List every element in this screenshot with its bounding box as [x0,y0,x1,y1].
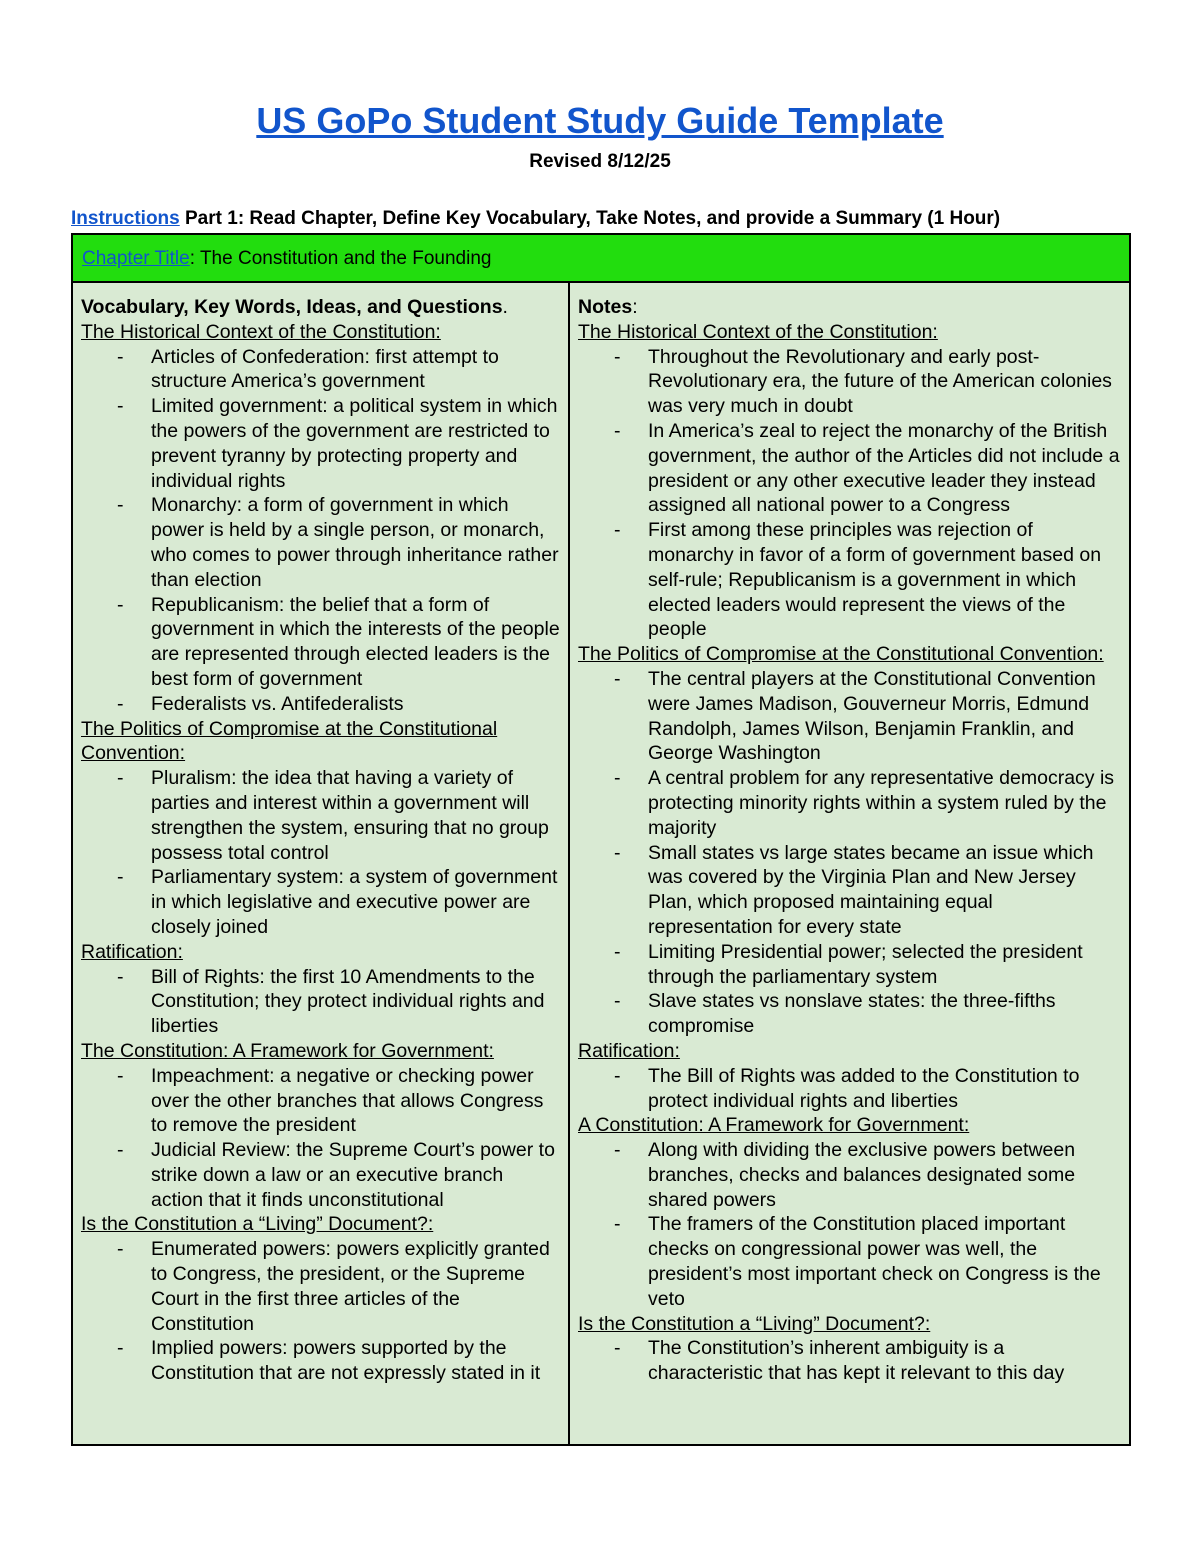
vocabulary-section-heading: Is the Constitution a “Living” Document?: [81,1213,434,1236]
notes-section-heading: A Constitution: A Framework for Government: [578,1114,970,1137]
instructions-text: Part 1: Read Chapter, Define Key Vocabulary, Take Notes, and provide a Summary (1 Hour) [179,208,1001,229]
notes-item-list [578,1336,1121,1386]
notes-section-heading: Ratification: [578,1039,680,1062]
notes-section-heading: The Historical Context of the Constitution: [578,320,938,343]
vocabulary-list-item: - Federalists vs. Antifederalists [81,692,560,717]
notes-list-item: - First among these principles was rejection of monarchy in favor of a form of government based on self-rule; Republicanism is a government in which elected leaders would represent the views of the people [578,518,1121,642]
notes-list-item: - Limiting Presidential power; selected the president through the parliamentary system [578,940,1121,990]
notes-item-list [578,667,1121,1039]
vocabulary-list-item: - Limited government: a political system in which the powers of the government are restricted to prevent tyranny by protecting property and individual rights [81,394,560,493]
vocabulary-header: Vocabulary, Key Words, Ideas, and Questions. [81,296,508,318]
notes-item-list [578,345,1121,643]
notes-list-item: - The framers of the Constitution placed important checks on congressional power was well, the president’s most important check on Congress is the veto [578,1212,1121,1311]
study-guide-table [71,233,1131,1446]
content-columns [73,283,1129,1444]
notes-list-item: - Along with dividing the exclusive powers between branches, checks and balances designated some shared powers [578,1138,1121,1212]
vocabulary-column [73,283,570,1444]
vocabulary-list-item: - Implied powers: powers supported by the Constitution that are not expressly stated in it [81,1336,560,1386]
vocabulary-item-list [81,1064,560,1213]
vocabulary-list-item: - Judicial Review: the Supreme Court’s power to strike down a law or an executive branch action that it finds unconstitutional [81,1138,560,1212]
notes-list-item: - Throughout the Revolutionary and early post-Revolutionary era, the future of the American colonies was very much in doubt [578,345,1121,419]
vocabulary-section-heading: Ratification: [81,940,183,963]
notes-sections [578,320,1121,1386]
instructions-link[interactable]: Instructions [71,208,180,229]
vocabulary-list-item: - Articles of Confederation: first attempt to structure America’s government [81,345,560,395]
vocabulary-list-item: - Bill of Rights: the first 10 Amendments to the Constitution; they protect individual rights and liberties [81,965,560,1039]
notes-item-list [578,1064,1121,1114]
vocabulary-sections [81,320,560,1386]
notes-header-label: Notes [578,296,633,318]
vocabulary-list-item: - Pluralism: the idea that having a variety of parties and interest within a government will strengthen the system, ensuring that no group possess total control [81,766,560,865]
notes-list-item: - Slave states vs nonslave states: the three-fifths compromise [578,989,1121,1039]
instructions-line [71,206,1141,232]
chapter-title-value: : The Constitution and the Founding [189,248,492,269]
vocabulary-list-item: - Parliamentary system: a system of government in which legislative and executive power are closely joined [81,865,560,939]
chapter-title-link[interactable]: Chapter Title [82,248,190,269]
vocabulary-section-heading: The Constitution: A Framework for Government: [81,1039,494,1062]
revised-date: Revised 8/12/25 [529,151,671,172]
vocabulary-item-list [81,766,560,940]
vocabulary-list-item: - Monarchy: a form of government in which power is held by a single person, or monarch, who comes to power through inheritance rather than election [81,493,560,592]
vocabulary-list-item: - Enumerated powers: powers explicitly granted to Congress, the president, or the Supreme Court in the first three articles of the Constitution [81,1237,560,1336]
document-title: US GoPo Student Study Guide Template [256,100,944,141]
notes-list-item: - In America’s zeal to reject the monarchy of the British government, the author of the Articles did not include a president or any other executive leader they instead assigned all national power to a Congress [578,419,1121,518]
vocabulary-section-heading: The Politics of Compromise at the Constitutional Convention: [81,717,498,765]
notes-column [570,283,1129,1444]
vocabulary-section-heading: The Historical Context of the Constitution: [81,320,441,343]
notes-section-heading: The Politics of Compromise at the Constitutional Convention: [578,643,1104,666]
vocabulary-header-label: Vocabulary, Key Words, Ideas, and Questions [81,296,503,318]
vocabulary-item-list [81,1237,560,1386]
notes-section-heading: Is the Constitution a “Living” Document?: [578,1312,931,1335]
chapter-title-row [73,235,1129,283]
vocabulary-list-item: - Impeachment: a negative or checking power over the other branches that allows Congress to remove the president [81,1064,560,1138]
vocabulary-item-list [81,345,560,717]
notes-list-item: - Small states vs large states became an issue which was covered by the Virginia Plan and New Jersey Plan, which proposed maintaining equal representation for every state [578,841,1121,940]
notes-list-item: - The Constitution’s inherent ambiguity is a characteristic that has kept it relevant to this day [578,1336,1121,1386]
notes-list-item: - The Bill of Rights was added to the Constitution to protect individual rights and liberties [578,1064,1121,1114]
vocabulary-item-list [81,965,560,1039]
notes-header: Notes: [578,296,638,318]
vocabulary-list-item: - Republicanism: the belief that a form of government in which the interests of the people are represented through elected leaders is the best form of government [81,593,560,692]
notes-list-item: - A central problem for any representative democracy is protecting minority rights within a system ruled by the majority [578,766,1121,840]
notes-list-item: - The central players at the Constitutional Convention were James Madison, Gouverneur Morris, Edmund Randolph, James Wilson, Benjamin Franklin, and George Washington [578,667,1121,766]
notes-item-list [578,1138,1121,1312]
